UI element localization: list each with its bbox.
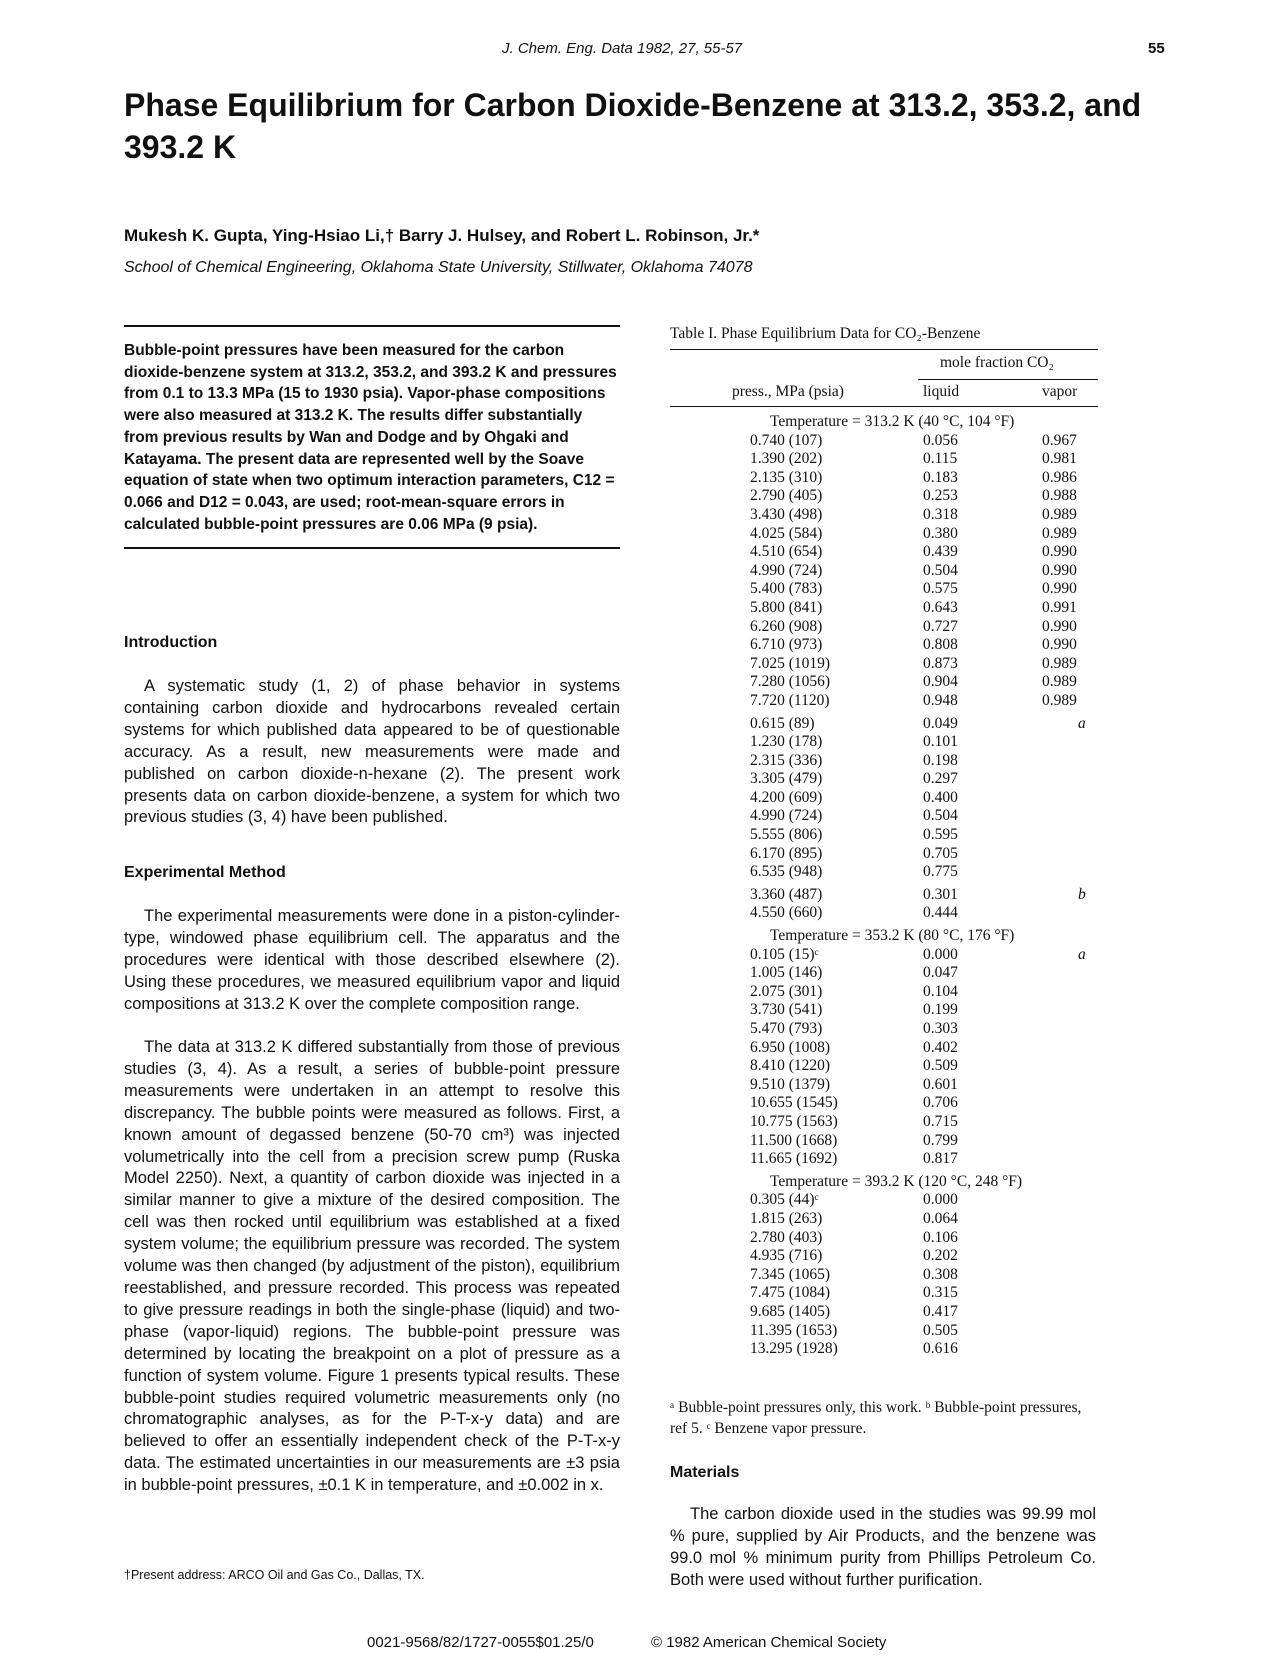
issn-code: 0021-9568/82/1727-0055$01.25/0 [367, 1634, 594, 1651]
liquid-cell: 0.595 [923, 826, 958, 844]
pressure-cell: 6.535 (948) [750, 863, 823, 881]
table-row [670, 469, 1098, 488]
experimental-heading: Experimental Method [124, 864, 286, 881]
pressure-cell: 6.950 (1008) [750, 1038, 831, 1056]
liquid-cell: 0.056 [923, 431, 958, 449]
table-row [670, 562, 1098, 581]
footnote-marker: a [1078, 714, 1086, 732]
table-row [670, 1150, 1098, 1169]
liquid-cell: 0.706 [923, 1094, 958, 1112]
table-row [670, 655, 1098, 674]
temperature-group-title: Temperature = 393.2 K (120 °C, 248 °F) [770, 1172, 1023, 1190]
pressure-cell: 3.360 (487) [750, 885, 823, 903]
table-row [670, 863, 1098, 882]
table-row [670, 432, 1098, 451]
liquid-cell: 0.504 [923, 807, 958, 825]
vapor-cell: 0.989 [1042, 524, 1077, 542]
liquid-cell: 0.509 [923, 1057, 958, 1075]
pressure-cell: 0.305 (44)ᶜ [750, 1191, 819, 1209]
liquid-cell: 0.104 [923, 982, 958, 1000]
liquid-cell: 0.115 [923, 450, 958, 468]
pressure-cell: 2.315 (336) [750, 751, 823, 769]
table-row [670, 904, 1098, 923]
abstract-text: Bubble-point pressures have been measured for the carbon dioxide-benzene system at 313.2, 353.2, and 393.2 K and pressures from 0.1 to 13.3 MPa (15 to 1930 psia). Vapor-phase compositions were also measured at 313.2 K. The results differ substantially from previous results by Wan and Dodge and by Ohgaki and Katayama. The present data are represented well by the Soave equation of state when two optimum interaction parameters, C12 = 0.066 and D12 = 0.043, are used; root-mean-square errors in calculated bubble-point pressures are 0.06 MPa (9 psia). [124, 342, 617, 533]
running-header [0, 40, 1283, 64]
pressure-cell: 4.990 (724) [750, 807, 823, 825]
liquid-cell: 0.315 [923, 1284, 958, 1302]
table-row [670, 450, 1098, 469]
table-header-group [670, 350, 1098, 378]
pressure-cell: 5.470 (793) [750, 1020, 823, 1037]
pressure-cell: 2.790 (405) [750, 487, 823, 505]
liquid-cell: 0.198 [923, 751, 958, 769]
vapor-cell: 0.990 [1042, 636, 1077, 654]
vapor-cell: 0.989 [1042, 505, 1077, 523]
table-column-headers [670, 378, 1098, 406]
pressure-cell: 7.345 (1065) [750, 1265, 831, 1283]
table-row [670, 1191, 1098, 1210]
table-row [670, 964, 1098, 983]
liquid-cell: 0.904 [923, 673, 958, 691]
liquid-cell: 0.505 [923, 1321, 958, 1339]
liquid-cell: 0.303 [923, 1020, 958, 1037]
liquid-cell: 0.049 [923, 714, 958, 732]
pressure-cell: 7.720 (1120) [750, 691, 830, 709]
pressure-cell: 9.510 (1379) [750, 1075, 831, 1093]
liquid-cell: 0.253 [923, 487, 958, 505]
vapor-cell: 0.991 [1042, 598, 1077, 616]
liquid-cell: 0.064 [923, 1209, 958, 1227]
table-row [670, 1057, 1098, 1076]
pressure-cell: 1.230 (178) [750, 733, 823, 751]
liquid-cell: 0.817 [923, 1150, 958, 1168]
liquid-cell: 0.715 [923, 1112, 958, 1130]
experimental-paragraph-1: The experimental measurements were done in a piston-cylinder-type, windowed phase equilibrium cell. The apparatus and the procedures were identical with those described elsewhere (2). Using these procedures, we measured equilibrium vapor and liquid compositions at 313.2 K over the complete composition range. [124, 907, 620, 1013]
pressure-cell: 8.410 (1220) [750, 1057, 831, 1075]
liquid-cell: 0.402 [923, 1038, 958, 1056]
vapor-cell: 0.981 [1042, 450, 1077, 468]
article-title: Phase Equilibrium for Carbon Dioxide-Benzene at 313.2, 353.2, and 393.2 K [124, 87, 1142, 165]
table-row [670, 715, 1098, 734]
table-row [670, 1247, 1098, 1266]
pressure-cell: 1.815 (263) [750, 1209, 823, 1227]
table-caption: Table I. Phase Equilibrium Data for CO₂-Benzene [670, 325, 981, 342]
table-row [670, 525, 1098, 544]
liquid-cell: 0.705 [923, 844, 958, 862]
liquid-cell: 0.504 [923, 561, 958, 579]
table-row [670, 599, 1098, 618]
liquid-cell: 0.727 [923, 617, 958, 635]
experimental-paragraph-2: The data at 313.2 K differed substantially from those of previous studies (3, 4). As a result, a series of bubble-point pressure measurements were undertaken in an attempt to resolve this discrepancy. The bubble points were measured as follows. First, a known amount of degassed benzene (50-70 cm³) was injected volumetrically into the cell from a precision screw pump (Ruska Model 2250). Next, a quantity of carbon dioxide was injected in a similar manner to give a mixture of the desired composition. The cell was then rocked until equilibrium was established at a fixed system volume; the equilibrium pressure was recorded. The system volume was then changed (by adjustment of the piston), equilibrium reestablished, and pressure recorded. This process was repeated to give pressure readings in both the single-phase (liquid) and two-phase (vapor-liquid) regions. The bubble-point pressure was determined by locating the breakpoint on a plot of pressure as a function of system volume. Figure 1 presents typical results. These bubble-point studies required volumetric measurements only (no chromatographic analyses, as for the P-T-x-y data) and are believed to offer an essentially independent check of the P-T-x-y data. The estimated uncertainties in our measurements are ±3 psia in bubble-point pressures, ±0.1 K in temperature, and ±0.002 in x. [124, 1038, 620, 1495]
pressure-cell: 7.280 (1056) [750, 673, 831, 691]
liquid-cell: 0.101 [923, 733, 958, 751]
pressure-cell: 9.685 (1405) [750, 1302, 831, 1320]
header-bottom-rule [670, 406, 1098, 407]
liquid-cell: 0.575 [923, 580, 958, 598]
pressure-cell: 4.510 (654) [750, 543, 823, 561]
pressure-cell: 3.730 (541) [750, 1001, 823, 1019]
pressure-cell: 13.295 (1928) [750, 1340, 838, 1358]
table-row [670, 580, 1098, 599]
table-row [670, 826, 1098, 845]
footnote-marker: b [1078, 885, 1086, 903]
table-row [670, 770, 1098, 789]
table-row [670, 807, 1098, 826]
liquid-cell: 0.202 [923, 1247, 958, 1265]
table-row [670, 1303, 1098, 1322]
table-row [670, 618, 1098, 637]
vapor-cell: 0.990 [1042, 617, 1077, 635]
pressure-cell: 2.135 (310) [750, 468, 823, 486]
pressure-cell: 1.390 (202) [750, 450, 823, 468]
vapor-cell: 0.986 [1042, 468, 1077, 486]
pressure-cell: 3.430 (498) [750, 505, 823, 523]
author-list: Mukesh K. Gupta, Ying-Hsiao Li,† Barry J. Hulsey, and Robert L. Robinson, Jr.* [124, 226, 760, 245]
liquid-cell: 0.297 [923, 770, 958, 788]
table-row [670, 946, 1098, 965]
table-row [670, 487, 1098, 506]
liquid-cell: 0.000 [923, 945, 958, 963]
liquid-cell: 0.799 [923, 1131, 958, 1149]
materials-text: The carbon dioxide used in the studies was 99.99 mol % pure, supplied by Air Products, and the benzene was 99.0 mol % minimum purity from Phillips Petroleum Co. Both were used without further purification. [670, 1505, 1096, 1589]
vapor-cell: 0.990 [1042, 543, 1077, 561]
table-row [670, 1076, 1098, 1095]
pressure-cell: 7.025 (1019) [750, 654, 831, 672]
liquid-cell: 0.444 [923, 904, 958, 922]
liquid-cell: 0.106 [923, 1228, 958, 1246]
temperature-group-title: Temperature = 353.2 K (80 °C, 176 °F) [770, 927, 1015, 945]
table-row [670, 1094, 1098, 1113]
pressure-cell: 3.305 (479) [750, 770, 823, 788]
page-number: 55 [1148, 40, 1165, 57]
vapor-cell: 0.989 [1042, 654, 1077, 672]
liquid-cell: 0.301 [923, 885, 958, 903]
table-footnotes: ᵃ Bubble-point pressures only, this work. ᵇ Bubble-point pressures, ref 5. ᶜ Benzene vapor pressure. [670, 1399, 1082, 1437]
table-row [670, 1284, 1098, 1303]
liquid-cell: 0.439 [923, 543, 958, 561]
affiliation: School of Chemical Engineering, Oklahoma State University, Stillwater, Oklahoma 74078 [124, 259, 753, 276]
pressure-cell: 10.655 (1545) [750, 1094, 838, 1112]
pressure-cell: 4.550 (660) [750, 904, 823, 922]
column-header-liquid: liquid [923, 383, 960, 400]
pressure-cell: 6.260 (908) [750, 617, 823, 635]
liquid-cell: 0.643 [923, 598, 958, 616]
pressure-cell: 5.555 (806) [750, 826, 823, 844]
temperature-group-title: Temperature = 313.2 K (40 °C, 104 °F) [770, 413, 1015, 430]
pressure-cell: 6.170 (895) [750, 844, 823, 862]
table-row [670, 752, 1098, 771]
liquid-cell: 0.380 [923, 524, 958, 542]
pressure-cell: 0.615 (89) [750, 714, 815, 732]
pressure-cell: 11.665 (1692) [750, 1150, 838, 1168]
liquid-cell: 0.775 [923, 863, 958, 881]
pressure-cell: 5.400 (783) [750, 580, 823, 598]
pressure-cell: 7.475 (1084) [750, 1284, 831, 1302]
table-body [670, 413, 1098, 1359]
table-row [670, 636, 1098, 655]
footnote-marker: a [1078, 945, 1086, 963]
liquid-cell: 0.199 [923, 1001, 958, 1019]
table-row [670, 1322, 1098, 1341]
pressure-cell: 0.105 (15)ᶜ [750, 945, 819, 963]
author-footnote: †Present address: ARCO Oil and Gas Co., Dallas, TX. [124, 1568, 425, 1582]
table-row [670, 1001, 1098, 1020]
table-row [670, 1266, 1098, 1285]
table-row [670, 733, 1098, 752]
liquid-cell: 0.873 [923, 654, 958, 672]
table-row [670, 845, 1098, 864]
column-header-pressure: press., MPa (psia) [732, 383, 844, 400]
data-table [670, 349, 1098, 1359]
pressure-cell: 4.990 (724) [750, 561, 823, 579]
table-row [670, 692, 1098, 711]
pressure-cell: 5.800 (841) [750, 598, 823, 616]
pressure-cell: 4.935 (716) [750, 1247, 823, 1265]
abstract-box [124, 325, 620, 549]
vapor-cell: 0.990 [1042, 561, 1077, 579]
liquid-cell: 0.400 [923, 788, 958, 806]
vapor-cell: 0.989 [1042, 691, 1077, 709]
liquid-cell: 0.616 [923, 1340, 958, 1358]
introduction-heading: Introduction [124, 634, 218, 651]
liquid-cell: 0.047 [923, 964, 958, 982]
pressure-cell: 4.025 (584) [750, 524, 823, 542]
pressure-cell: 0.740 (107) [750, 431, 823, 449]
pressure-cell: 10.775 (1563) [750, 1112, 838, 1130]
table-row [670, 1113, 1098, 1132]
vapor-cell: 0.989 [1042, 673, 1077, 691]
table-row [670, 1039, 1098, 1058]
mole-fraction-header: mole fraction CO₂ [940, 354, 1054, 371]
liquid-cell: 0.417 [923, 1302, 958, 1320]
liquid-cell: 0.000 [923, 1191, 958, 1209]
table-row [670, 886, 1098, 905]
table-row [670, 789, 1098, 808]
liquid-cell: 0.948 [923, 691, 958, 709]
pressure-cell: 2.075 (301) [750, 982, 823, 1000]
pressure-cell: 11.500 (1668) [750, 1131, 838, 1149]
liquid-cell: 0.601 [923, 1075, 958, 1093]
table-row [670, 543, 1098, 562]
materials-heading: Materials [670, 1464, 740, 1481]
vapor-cell: 0.988 [1042, 487, 1077, 505]
pressure-cell: 6.710 (973) [750, 636, 823, 654]
table-row [670, 1020, 1098, 1039]
table-row [670, 1340, 1098, 1359]
liquid-cell: 0.318 [923, 505, 958, 523]
journal-citation: J. Chem. Eng. Data 1982, 27, 55-57 [502, 40, 743, 57]
copyright-notice: © 1982 American Chemical Society [651, 1634, 887, 1651]
liquid-cell: 0.308 [923, 1265, 958, 1283]
vapor-cell: 0.967 [1042, 431, 1077, 449]
liquid-cell: 0.808 [923, 636, 958, 654]
pressure-cell: 1.005 (146) [750, 964, 823, 982]
pressure-cell: 4.200 (609) [750, 788, 823, 806]
table-row [670, 1132, 1098, 1151]
column-header-vapor: vapor [1042, 383, 1078, 400]
table-row [670, 673, 1098, 692]
table-row [670, 1229, 1098, 1248]
table-row [670, 983, 1098, 1002]
pressure-cell: 2.780 (403) [750, 1228, 823, 1246]
pressure-cell: 11.395 (1653) [750, 1321, 838, 1339]
table-row [670, 1210, 1098, 1229]
table-row [670, 506, 1098, 525]
liquid-cell: 0.183 [923, 468, 958, 486]
introduction-text: A systematic study (1, 2) of phase behavior in systems containing carbon dioxide and hydrocarbons revealed certain systems for which published data appeared to be of questionable accuracy. As a result, new measurements were made and published on carbon dioxide-n-hexane (2). The present work presents data on carbon dioxide-benzene, a system for which two previous studies (3, 4) have been published. [124, 677, 620, 827]
vapor-cell: 0.990 [1042, 580, 1077, 598]
